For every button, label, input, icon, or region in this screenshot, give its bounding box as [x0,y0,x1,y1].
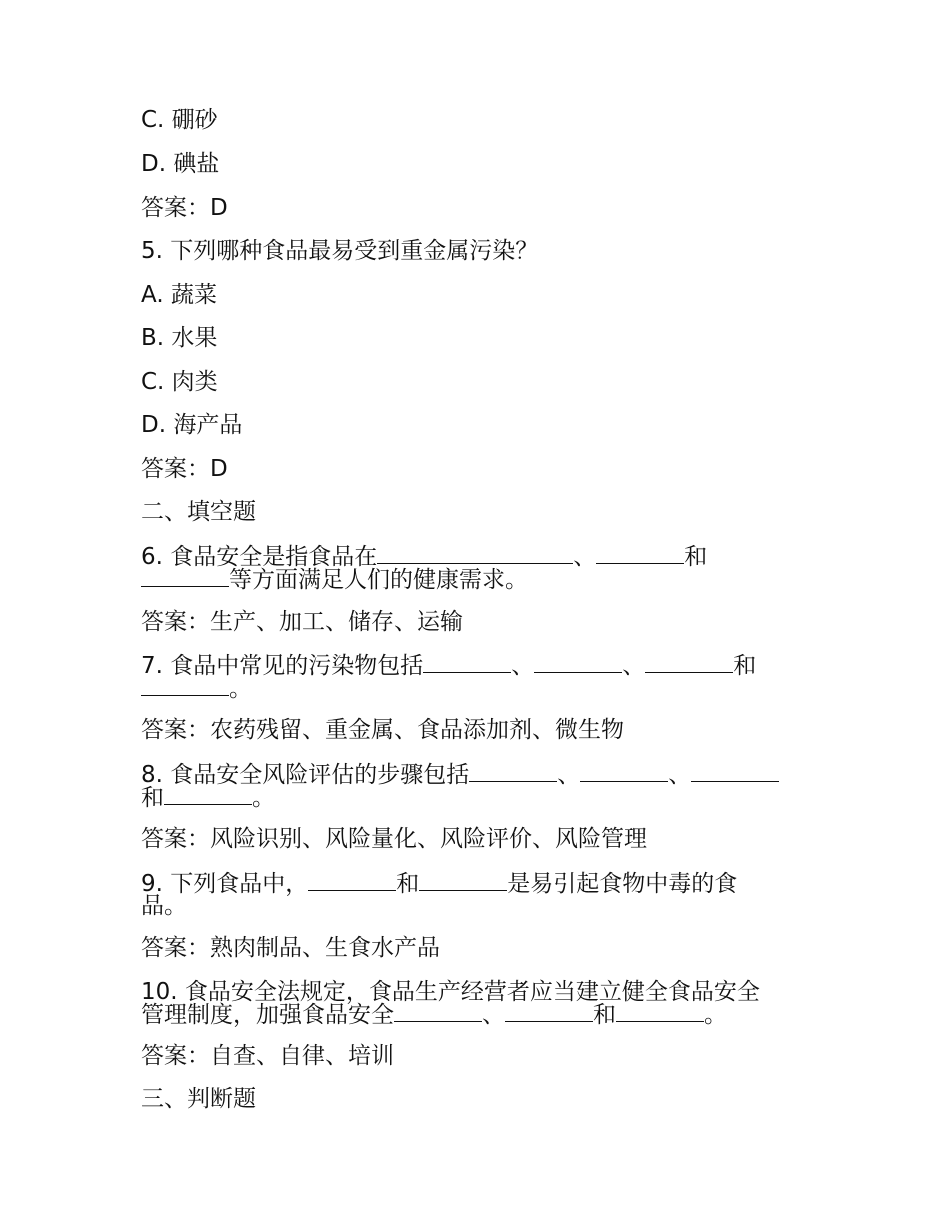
answer-5: 答案：D [141,456,228,482]
section-true-false: 三、判断题 [141,1086,256,1112]
fill-blank [645,654,733,673]
answer-7: 答案：农药残留、重金属、食品添加剂、微生物 [141,717,624,743]
question-7: 7. 食品中常见的污染物包括 、 、 和 。 [141,653,757,702]
answer-4: 答案：D [141,195,228,221]
option-d: D. 碘盐 [141,151,220,177]
q6-text: 6. 食品安全是指食品在 [141,544,378,570]
fill-blank [469,763,557,782]
fill-blank [580,763,668,782]
question-10: 10. 食品安全法规定，食品生产经营者应当建立健全食品安全 管理制度，加强食品安全 、 和 。 [141,979,760,1028]
fill-blank [377,545,573,564]
question-8: 8. 食品安全风险评估的步骤包括 、 、 和 。 [141,763,821,809]
fill-blank [394,1003,482,1022]
fill-blank [691,763,779,782]
q5-option-a: A. 蔬菜 [141,282,217,308]
option-c: C. 硼砂 [141,107,218,133]
fill-blank [308,872,396,891]
fill-blank [419,872,507,891]
fill-blank [505,1003,593,1022]
section-fill-in: 二、填空题 [141,499,256,525]
fill-blank [141,677,229,696]
fill-blank [164,786,252,805]
q6-text-cont: 等方面满足人们的健康需求。 [229,567,528,593]
answer-10: 答案：自查、自律、培训 [141,1043,394,1069]
q8-text: 8. 食品安全风险评估的步骤包括 [141,762,470,788]
answer-8: 答案：风险识别、风险量化、风险评价、风险管理 [141,826,647,852]
question-9: 9. 下列食品中， 和 是易引起食物中毒的食 品。 [141,871,738,919]
answer-9: 答案：熟肉制品、生食水产品 [141,935,440,961]
q5-option-d: D. 海产品 [141,412,243,438]
question-5: 5. 下列哪种食品最易受到重金属污染？ [141,238,539,264]
q5-option-c: C. 肉类 [141,369,218,395]
q7-text: 7. 食品中常见的污染物包括 [141,653,424,679]
q9-text: 9. 下列食品中， [141,871,309,897]
fill-blank [423,654,511,673]
fill-blank [534,654,622,673]
q5-option-b: B. 水果 [141,325,218,351]
answer-6: 答案：生产、加工、储存、运输 [141,609,463,635]
question-6: 6. 食品安全是指食品在 、 和 等方面满足人们的健康需求。 [141,544,708,593]
q10-text: 10. 食品安全法规定，食品生产经营者应当建立健全食品安全 [141,979,760,1005]
fill-blank [141,568,229,587]
fill-blank [596,545,684,564]
fill-blank [616,1003,704,1022]
